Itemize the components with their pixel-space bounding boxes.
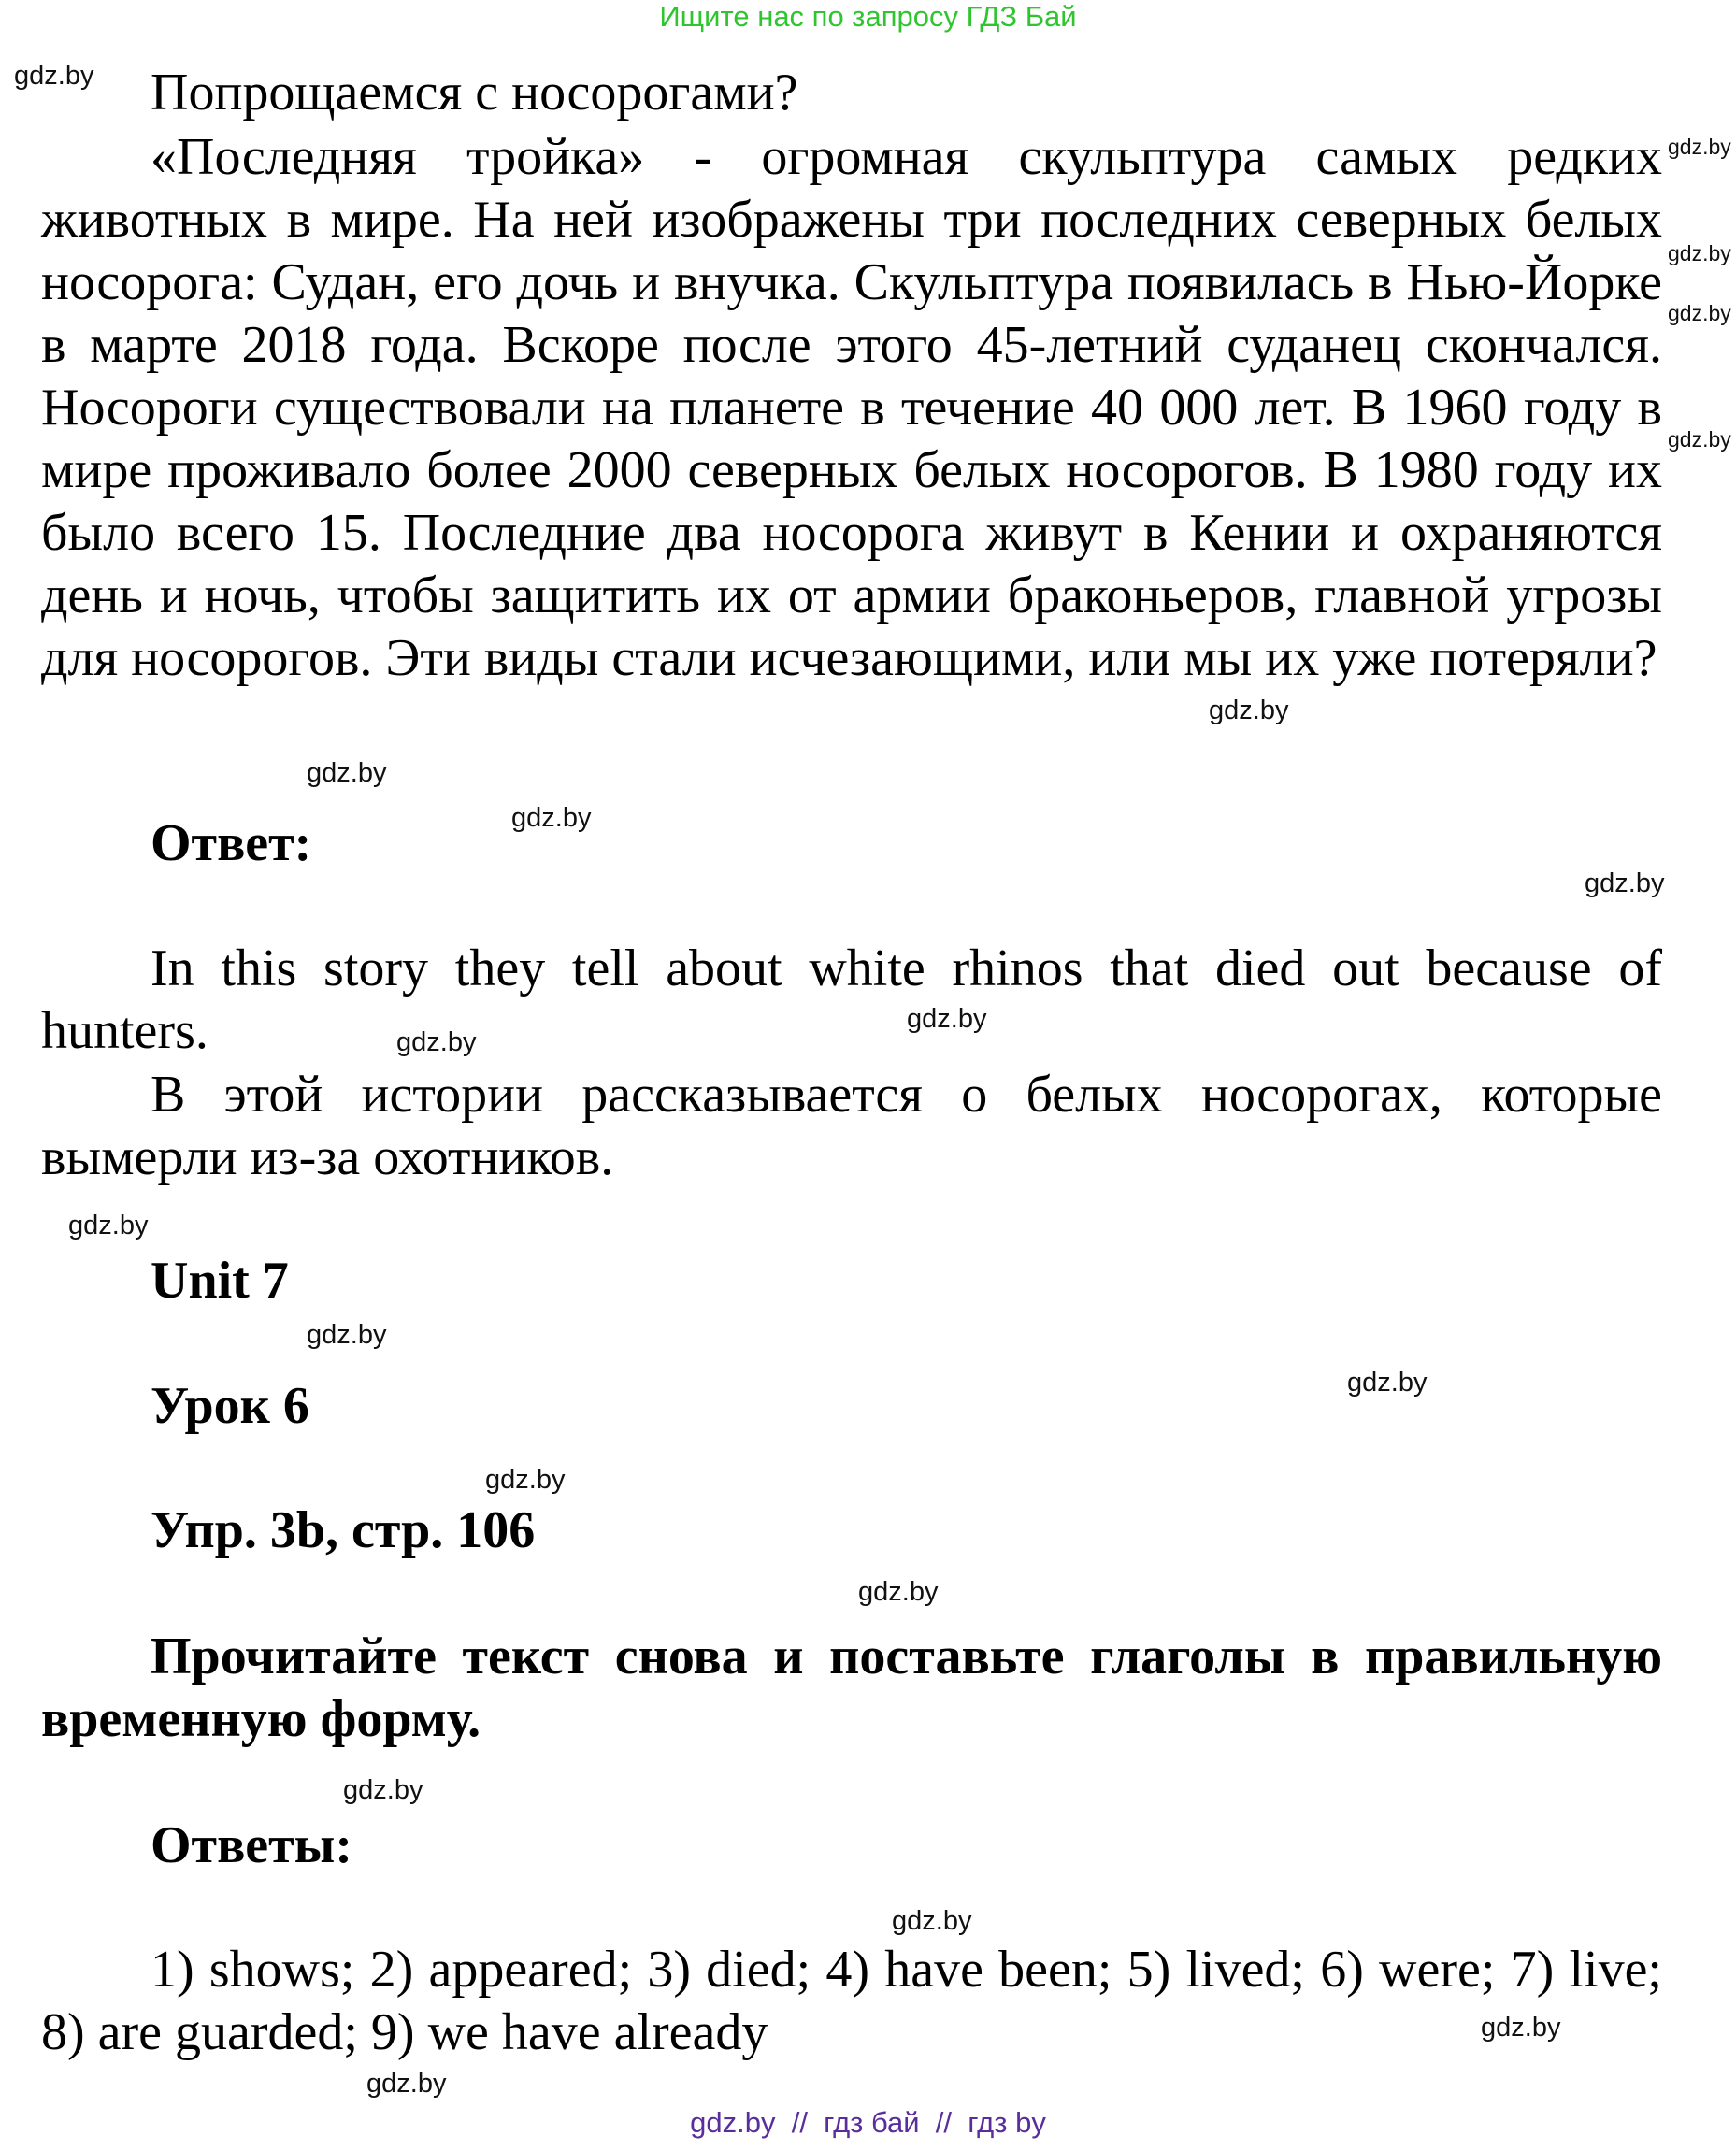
- answer-english: In this story they tell about white rhinos that died out because of hunters.: [41, 939, 1662, 1060]
- watermark: gdz.by: [366, 2069, 447, 2099]
- watermark: gdz.by: [511, 803, 592, 833]
- watermark: gdz.by: [1668, 135, 1731, 159]
- answer-russian: В этой истории рассказывается о белых носорогах, которые вымерли из-за охотников.: [41, 1066, 1662, 1186]
- search-hint-banner: Ищите нас по запросу ГДЗ Бай: [659, 0, 1077, 33]
- unit-heading: Unit 7: [151, 1252, 289, 1310]
- watermark: gdz.by: [858, 1577, 939, 1607]
- watermark: gdz.by: [907, 1004, 987, 1034]
- watermark: gdz.by: [892, 1906, 972, 1936]
- instruction: Прочитайте текст снова и поставьте глаголы в правильную временную форму.: [41, 1628, 1662, 1748]
- watermark: gdz.by: [14, 61, 94, 91]
- answers-list: 1) shows; 2) appeared; 3) died; 4) have been; 5) lived; 6) were; 7) live; 8) are guarded; 9) we have already: [41, 1941, 1662, 2061]
- watermark: gdz.by: [1209, 695, 1289, 725]
- watermark: gdz.by: [68, 1211, 149, 1240]
- watermark: gdz.by: [1668, 427, 1731, 452]
- watermark: gdz.by: [1668, 301, 1731, 325]
- watermark: gdz.by: [1481, 2013, 1561, 2043]
- watermark: gdz.by: [1668, 241, 1731, 265]
- task-paragraph: «Последняя тройка» - огромная скульптура самых редких животных в мире. На ней изображены три последних северных белых носорога: Судан, его дочь и внучка. Скульптура появилась в Нью-Йорке в марте 2018 года. Вскоре после этого 45-летний суданец скончался. Носороги существовали на планете в течение 40 000 лет. В 1960 году в мире проживало более 2000 северных белых носорогов. В 1980 году их было всего 15. Последние два носорога живут в Кении и охраняются день и ночь, чтобы защитить их от армии браконьеров, главной угрозы для носорогов. Эти виды стали исчезающими, или мы их уже потеряли?: [41, 128, 1662, 687]
- watermark: gdz.by: [485, 1465, 566, 1495]
- watermark: gdz.by: [343, 1775, 423, 1805]
- watermark: gdz.by: [396, 1027, 477, 1057]
- exercise-heading: Упр. 3b, стр. 106: [151, 1501, 536, 1559]
- watermark: gdz.by: [1585, 868, 1665, 898]
- watermark: gdz.by: [307, 1320, 387, 1350]
- title-question: Попрощаемся с носорогами?: [151, 64, 798, 122]
- watermark: gdz.by: [307, 758, 387, 788]
- answer-label: Ответ:: [151, 814, 312, 872]
- answers-label: Ответы:: [151, 1816, 353, 1874]
- lesson-heading: Урок 6: [151, 1377, 309, 1435]
- watermark: gdz.by: [1347, 1368, 1428, 1398]
- footer-links[interactable]: gdz.by // гдз бай // гдз by: [690, 2106, 1046, 2139]
